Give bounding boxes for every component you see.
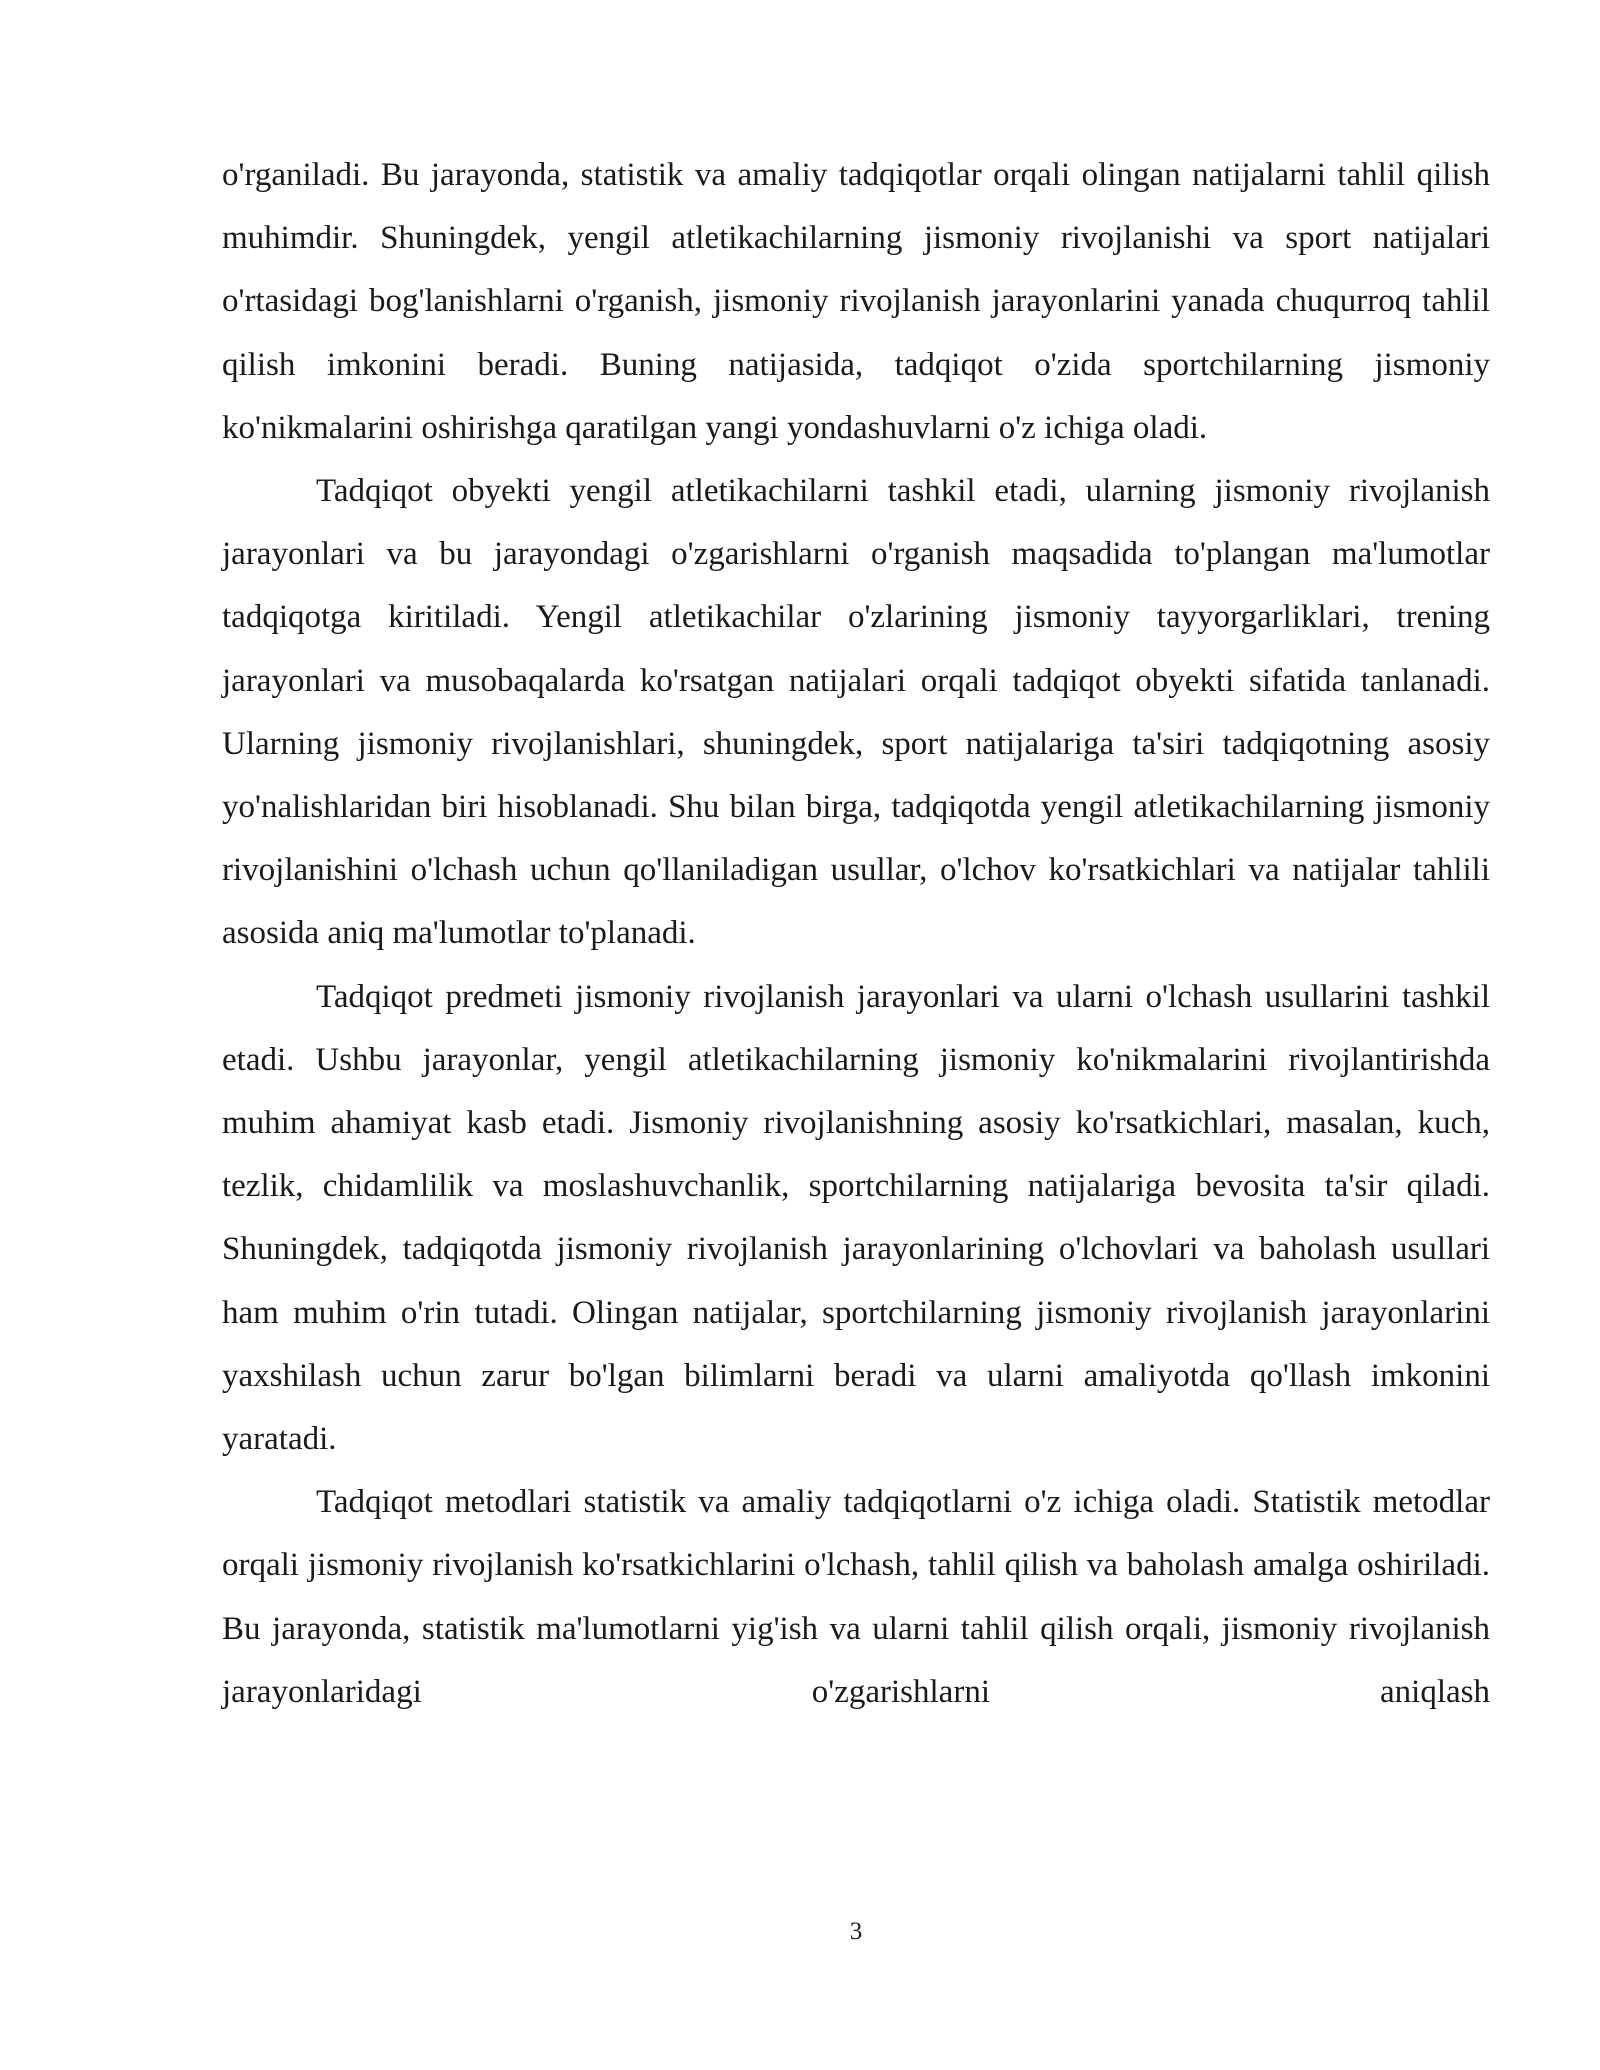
body-text [222, 144, 1490, 1724]
page-number: 3 [849, 1918, 863, 1945]
paragraph-2: Tadqiqot obyekti yengil atletikachilarni tashkil etadi, ularning jismoniy rivojlanish jarayonlari va bu jarayondagi o'zgarishlarni o'rganish maqsadida to'plangan ma'lumotlar tadqiqotga kiritiladi. Yengil atletikachilar o'zlarining jismoniy tayyorgarliklari, trening jarayonlari va musobaqalarda ko'rsatgan natijalari orqali tadqiqot obyekti sifatida tanlanadi. Ularning jismoniy rivojlanishlari, shuningdek, sport natijalariga ta'siri tadqiqotning asosiy yo'nalishlaridan biri hisoblanadi. Shu bilan birga, tadqiqotda yengil atletikachilarning jismoniy rivojlanishini o'lchash uchun qo'llaniladigan usullar, o'lchov ko'rsatkichlari va natijalar tahlili asosida aniq ma'lumotlar to'planadi. [222, 473, 1490, 952]
paragraph-1: o'rganiladi. Bu jarayonda, statistik va amaliy tadqiqotlar orqali olingan natijalarni tahlil qilish muhimdir. Shuningdek, yengil atletikachilarning jismoniy rivojlanishi va sport natijalari o'rtasidagi bog'lanishlarni o'rganish, jismoniy rivojlanish jarayonlarini yanada chuqurroq tahlil qilish imkonini beradi. Buning natijasida, tadqiqot o'zida sportchilarning jismoniy ko'nikmalarini oshirishga qaratilgan yangi yondashuvlarni o'z ichiga oladi. [222, 157, 1490, 446]
paragraph-4: Tadqiqot metodlari statistik va amaliy tadqiqotlarni o'z ichiga oladi. Statistik metodlar orqali jismoniy rivojlanish ko'rsatkichlarini o'lchash, tahlil qilish va baholash amalga oshiriladi. Bu jarayonda, statistik ma'lumotlarni yig'ish va ularni tahlil qilish orqali, jismoniy rivojlanish jarayonlaridagi o'zgarishlarni aniqlash [222, 1484, 1490, 1710]
paragraph-3: Tadqiqot predmeti jismoniy rivojlanish jarayonlari va ularni o'lchash usullarini tashkil etadi. Ushbu jarayonlar, yengil atletikachilarning jismoniy ko'nikmalarini rivojlantirishda muhim ahamiyat kasb etadi. Jismoniy rivojlanishning asosiy ko'rsatkichlari, masalan, kuch, tezlik, chidamlilik va moslashuvchanlik, sportchilarning natijalariga bevosita ta'sir qiladi. Shuningdek, tadqiqotda jismoniy rivojlanish jarayonlarining o'lchovlari va baholash usullari ham muhim o'rin tutadi. Olingan natijalar, sportchilarning jismoniy rivojlanish jarayonlarini yaxshilash uchun zarur bo'lgan bilimlarni beradi va ularni amaliyotda qo'llash imkonini yaratadi. [222, 978, 1490, 1458]
